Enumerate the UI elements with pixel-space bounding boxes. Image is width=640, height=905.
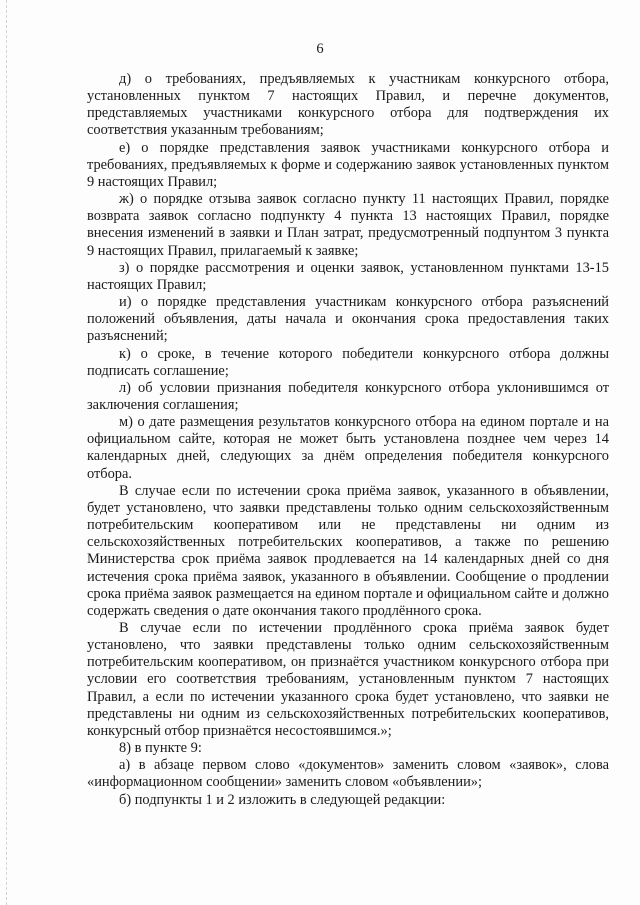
paragraph-l: л) об условии признания победителя конкурсного отбора уклонившимся от заключения соглашения;: [87, 379, 609, 413]
paragraph-m: м) о дате размещения результатов конкурсного отбора на едином портале и на официальном сайте, которая не может быть установлена позднее чем через 14 календарных дней, следующих за днём определения победителя конкурсного отбора.: [87, 414, 609, 482]
paragraph-z: з) о порядке рассмотрения и оценки заявок, установленном пунктами 13-15 настоящих Правил;: [87, 259, 609, 293]
paragraph-item-a: а) в абзаце первом слово «документов» заменить словом «заявок», слова «информационном сообщении» заменить словом «объявлении»;: [87, 757, 609, 791]
paragraph-item-8: 8) в пункте 9:: [119, 740, 202, 757]
paragraph-d: д) о требованиях, предъявляемых к участникам конкурсного отбора, установленных пунктом 7 настоящих Правил, и перечне документов, представляемых участниками конкурсного отбора для подтверждения их соответствия указанным требованиям;: [87, 71, 609, 139]
paragraph-item-b: б) подпункты 1 и 2 изложить в следующей редакции:: [119, 791, 446, 808]
document-body: [87, 71, 609, 809]
paragraph-k: к) о сроке, в течение которого победители конкурсного отбора должны подписать соглашение;: [87, 345, 609, 379]
paragraph-e: е) о порядке представления заявок участниками конкурсного отбора и требованиях, предъявляемых к форме и содержанию заявок установленных пунктом 9 настоящих Правил;: [87, 139, 609, 190]
paragraph-single-participant-rule: В случае если по истечении продлённого срока приёма заявок будет установлено, что заявки представлены только одним сельскохозяйственным потребительским кооперативом, он признаётся участником конкурсного отбора при условии его соответствия требованиям, установленным пунктом 7 настоящих Правил, а если по истечении указанного срока будет установлено, что заявки не представлены ни одним из сельскохозяйственных потребительских кооперативов, конкурсный отбор признаётся несостоявшимся.»;: [87, 620, 609, 739]
page-number: 6: [316, 41, 324, 57]
paragraph-i: и) о порядке представления участникам конкурсного отбора разъяснений положений объявления, даты начала и окончания срока предоставления таких разъяснений;: [87, 294, 609, 345]
paragraph-extension-rule: В случае если по истечении срока приёма заявок, указанного в объявлении, будет установлено, что заявки представлены только одним сельскохозяйственным потребительским кооперативом или не представлены ни одним из сельскохозяйственных потребительских кооперативов, а также по решению Министерства срок приёма заявок продлевается на 14 календарных дней со дня истечения срока приёма заявок, указанного в объявлении. Сообщение о продлении срока приёма заявок размещается на едином портале и официальном сайте и должно содержать сведения о дате окончания такого продлённого срока.: [87, 482, 609, 619]
scan-edge-line: [6, 0, 8, 905]
paragraph-zh: ж) о порядке отзыва заявок согласно пункту 11 настоящих Правил, порядке возврата заявок согласно подпункту 4 пункта 13 настоящих Правил, порядке внесения изменений в заявки и План затрат, предусмотренный подпунтом 3 пункта 9 настоящих Правил, прилагаемый к заявке;: [87, 191, 609, 259]
